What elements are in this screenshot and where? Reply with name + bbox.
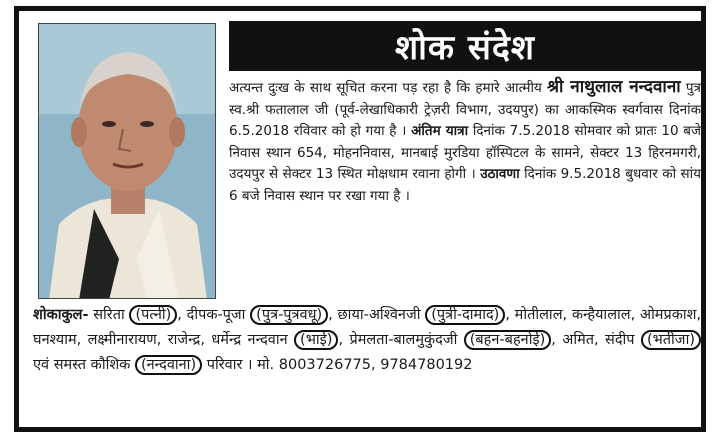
mourner-6: , अमित, संदीप xyxy=(551,332,635,348)
mourner-2: , दीपक-पूजा xyxy=(177,307,246,323)
notice-header xyxy=(229,21,701,71)
funeral-text: दिनांक 7.5.2018 सोमवार को प्रातः 10 बजे निवास स्थान 654, मोहननिवास, मानबाई मुरडिया हॉस्पिटल के सामने, सेक्टर 13 हिरनमगरी, उदयपुर से सेक्टर 13 स्थित मोक्षधाम रवाना होगी । xyxy=(229,123,702,182)
mourners-label: शोकाकुल- xyxy=(33,307,89,323)
notice-title: शोक संदेश xyxy=(394,28,536,68)
mourner-8: परिवार । xyxy=(206,357,253,373)
deceased-name: श्री नाथुलाल नन्दवाना xyxy=(547,77,681,97)
mourner-5: , प्रेमलता-बालमुकुंदजी xyxy=(338,332,458,348)
relation-badge: (नन्दवाना) xyxy=(135,355,202,375)
mourner-4: , मोतीलाल, कन्हैयालाल, ओमप्रकाश, घनश्याम, लक्ष्मीनारायण, राजेन्द्र, धर्मेन्द्र नन्दवान xyxy=(33,307,702,348)
relation-badge: (पुत्र-पुत्रवधू) xyxy=(250,305,328,325)
relation-text: पुत्र स्व.श्री फतालाल जी (पूर्व-लेखाधिकारी ट्रेज़री विभाग, उदयपुर) का आकस्मिक स्वर्गवास दिनांक 6.5.2018 रविवार को हो गया है । xyxy=(229,80,701,139)
contact-numbers: मो. 8003726775, 9784780192 xyxy=(257,357,473,373)
relation-badge: (भाई) xyxy=(294,330,338,350)
mourner-7: एवं समस्त कौशिक xyxy=(33,357,131,373)
notice-body xyxy=(229,77,701,207)
relation-badge: (भतीजा) xyxy=(641,330,701,350)
mourner-3: , छाया-अश्विनजी xyxy=(328,307,421,323)
relation-badge: (पुत्री-दामाद) xyxy=(425,305,505,325)
relation-badge: (बहन-बहनोई) xyxy=(464,330,551,350)
uthavna-text: दिनांक 9.5.2018 बुधवार को सांय 6 बजे निवास स्थान पर रखा गया है । xyxy=(229,166,702,204)
mourner-1: सरिता xyxy=(93,307,125,323)
relation-badge: (पत्नी) xyxy=(129,305,177,325)
mourners-list xyxy=(33,303,701,378)
condolence-notice xyxy=(14,6,706,432)
intro-text: अत्यन्त दुःख के साथ सूचित करना पड़ रहा है कि हमारे आत्मीय xyxy=(229,80,542,96)
funeral-label: अंतिम यात्रा xyxy=(411,123,469,139)
uthavna-label: उठावणा xyxy=(480,166,520,182)
portrait-illustration xyxy=(39,24,216,299)
portrait-photo xyxy=(38,23,216,299)
